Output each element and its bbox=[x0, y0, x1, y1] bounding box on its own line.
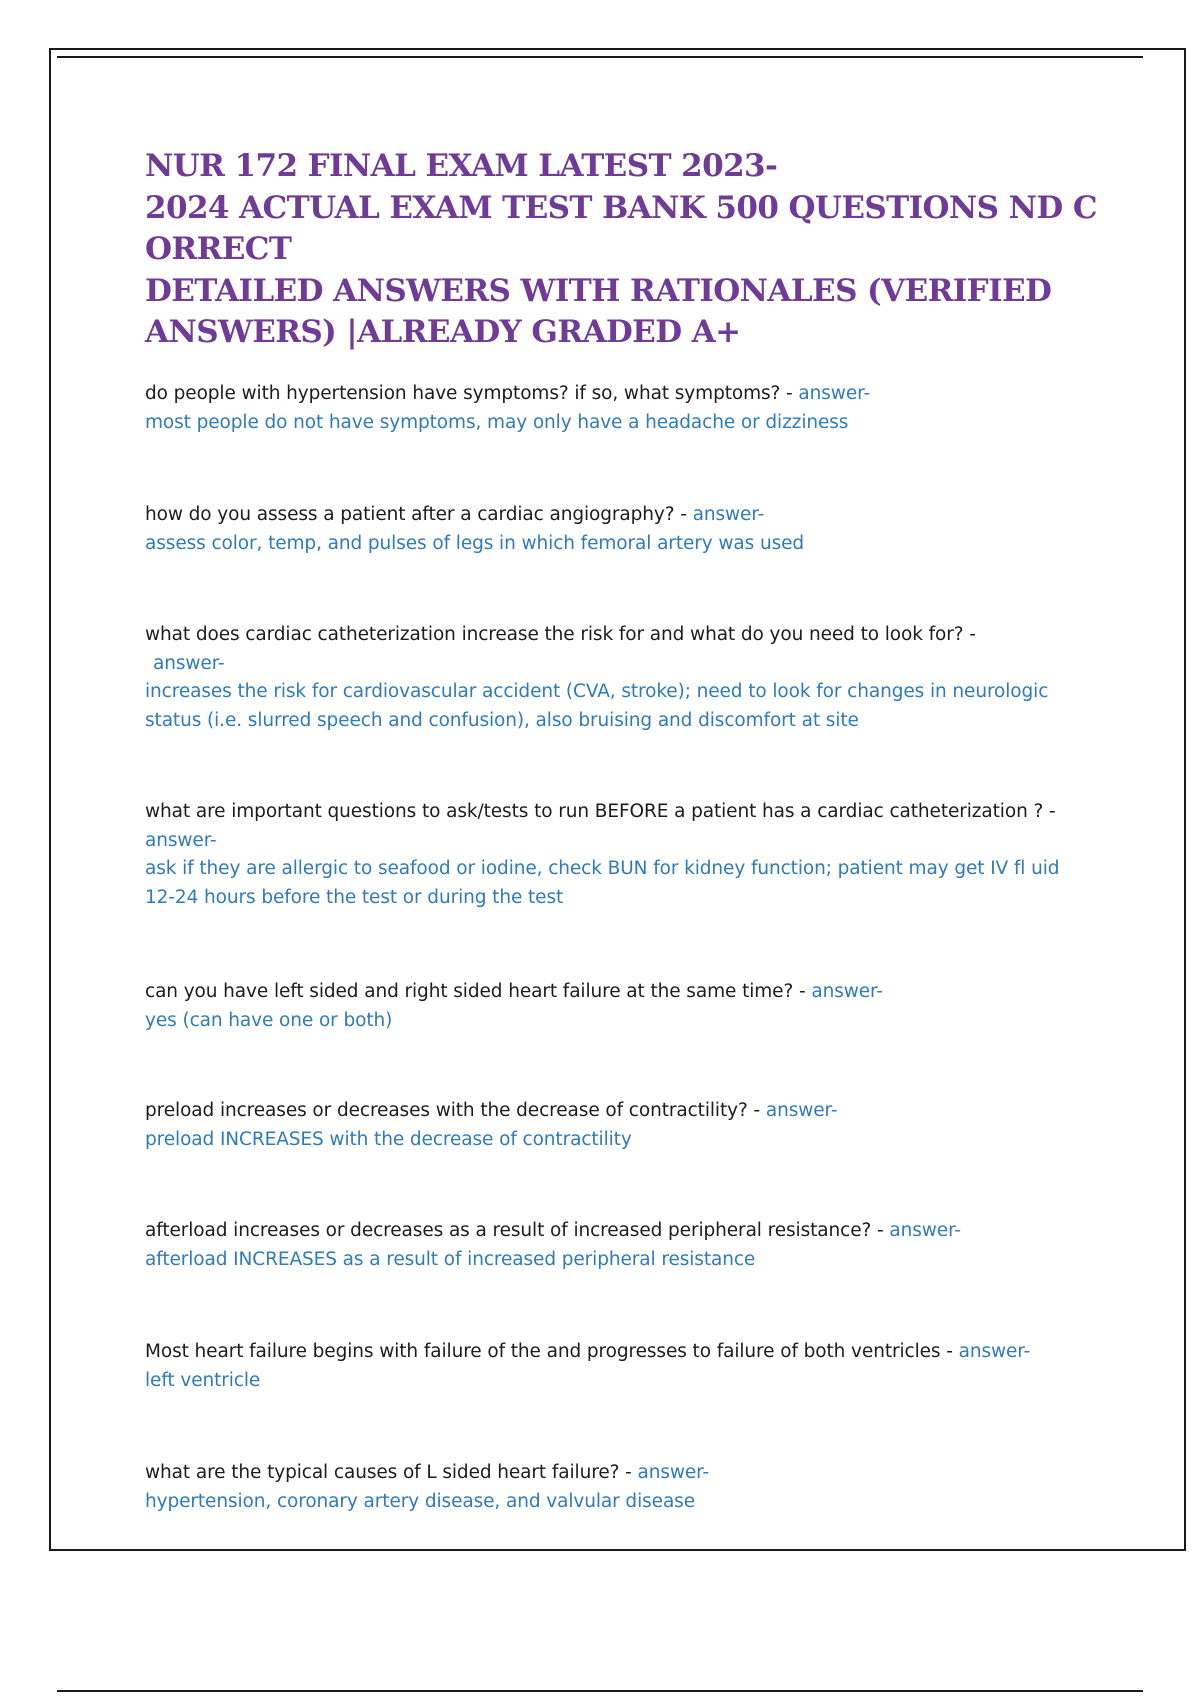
separator: - bbox=[871, 1220, 890, 1241]
separator: - bbox=[793, 981, 812, 1002]
separator: - bbox=[674, 504, 693, 525]
title-line: DETAILED ANSWERS WITH RATIONALES (VERIFIED bbox=[145, 272, 1052, 309]
title-line: NUR 172 FINAL EXAM LATEST 2023- bbox=[145, 148, 778, 184]
question-text: preload increases or decreases with the decrease of contractility? bbox=[145, 1100, 748, 1121]
qa-item bbox=[145, 1097, 1095, 1154]
answer-text: assess color, temp, and pulses of legs in which femoral artery was used bbox=[145, 532, 805, 554]
qa-item bbox=[145, 501, 1095, 558]
qa-item bbox=[145, 621, 1095, 735]
qa-item bbox=[145, 1338, 1095, 1395]
question-text: afterload increases or decreases as a result of increased peripheral resistance? bbox=[145, 1220, 872, 1241]
answer-tag: answer- bbox=[765, 1100, 838, 1121]
top-rule bbox=[57, 56, 1143, 58]
question-text: Most heart failure begins with failure of the and progresses to failure of both ventricles bbox=[145, 1341, 941, 1362]
answer-text: increases the risk for cardiovascular accident (CVA, stroke); need to look for changes in neurologic status (i.e. slurred speech and confusion), also bruising and discomfort at site bbox=[145, 681, 1049, 731]
question-text: how do you assess a patient after a cardiac angiography? bbox=[145, 504, 675, 525]
answer-tag: answer- bbox=[811, 981, 883, 1002]
title-line: ANSWERS) |ALREADY GRADED A+ bbox=[145, 314, 741, 350]
bottom-rule bbox=[57, 1690, 1143, 1692]
answer-text: preload INCREASES with the decrease of contractility bbox=[145, 1128, 632, 1150]
answer-text: left ventricle bbox=[145, 1369, 261, 1391]
question-text: what does cardiac catheterization increase the risk for and what do you need to look for? bbox=[145, 624, 964, 645]
answer-text: hypertension, coronary artery disease, and valvular disease bbox=[145, 1490, 695, 1512]
answer-tag: answer- bbox=[153, 652, 225, 674]
separator: - bbox=[747, 1100, 766, 1121]
answer-text: yes (can have one or both) bbox=[145, 1009, 393, 1031]
question-text: do people with hypertension have symptoms? if so, what symptoms? bbox=[145, 383, 781, 404]
document-title bbox=[145, 146, 1095, 354]
title-line: ORRECT bbox=[145, 231, 292, 267]
qa-item bbox=[145, 1459, 1095, 1516]
separator: - bbox=[780, 383, 799, 404]
answer-tag: answer- bbox=[798, 383, 871, 404]
separator: - bbox=[619, 1462, 638, 1483]
qa-item bbox=[145, 798, 1095, 912]
answer-tag: answer- bbox=[889, 1220, 961, 1241]
answer-tag: answer- bbox=[145, 829, 217, 851]
qa-item bbox=[145, 1217, 1095, 1274]
question-text: can you have left sided and right sided heart failure at the same time? bbox=[145, 981, 794, 1002]
answer-text: most people do not have symptoms, may only have a headache or dizziness bbox=[145, 411, 849, 433]
question-text: what are important questions to ask/tests to run BEFORE a patient has a cardiac catheterization ? bbox=[145, 801, 1044, 822]
title-line: 2024 ACTUAL EXAM TEST BANK 500 QUESTIONS ND C bbox=[145, 189, 1097, 226]
question-text: what are the typical causes of L sided heart failure? bbox=[145, 1462, 620, 1483]
qa-item bbox=[145, 978, 1095, 1035]
answer-tag: answer- bbox=[637, 1462, 710, 1483]
qa-item bbox=[145, 380, 1095, 437]
answer-text: ask if they are allergic to seafood or iodine, check BUN for kidney function; patient may get IV fl uid 12-24 hours before the test or during the test bbox=[145, 858, 1060, 908]
separator: - bbox=[963, 624, 976, 645]
separator: - bbox=[940, 1341, 959, 1362]
answer-text: afterload INCREASES as a result of increased peripheral resistance bbox=[145, 1248, 756, 1270]
separator: - bbox=[1043, 801, 1056, 822]
answer-tag: answer- bbox=[692, 504, 765, 525]
answer-tag: answer- bbox=[958, 1341, 1031, 1362]
